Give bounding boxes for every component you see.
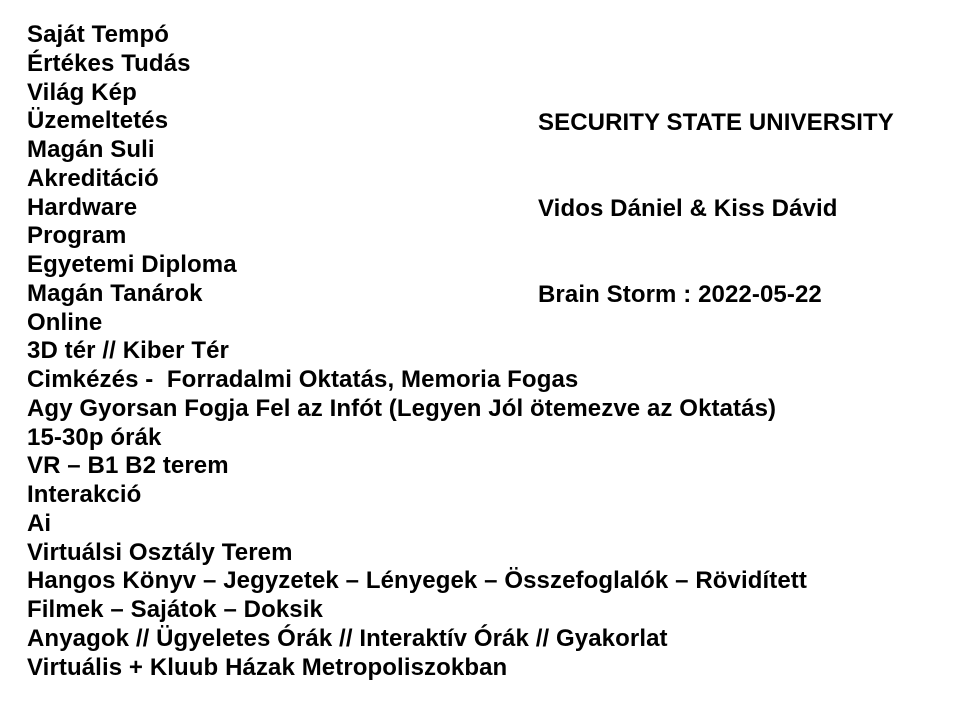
header-block: [538, 51, 894, 367]
list-item: Agy Gyorsan Fogja Fel az Infót (Legyen Jól ötemezve az Oktatás): [27, 394, 777, 422]
list-item: Ai: [27, 509, 52, 537]
list-item: Magán Tanárok: [27, 279, 203, 307]
list-item: Akreditáció: [27, 164, 159, 192]
session-date-line: Brain Storm : 2022-05-22: [538, 281, 822, 308]
list-item: Üzemeltetés: [27, 107, 169, 135]
list-item: Interakció: [27, 481, 142, 508]
list-item: Értékes Tudás: [27, 49, 191, 77]
university-title: SECURITY STATE UNIVERSITY: [538, 108, 894, 136]
list-item: Saját Tempó: [27, 21, 170, 48]
list-item: Online: [27, 308, 103, 336]
list-item: VR – B1 B2 terem: [27, 452, 229, 480]
list-item: Egyetemi Diploma: [27, 251, 237, 278]
list-item: Virtuálsi Osztály Terem: [27, 538, 293, 566]
list-item: Hangos Könyv – Jegyzetek – Lényegek – Összefoglalók – Rövidített: [27, 567, 807, 595]
list-item: Virtuális + Kluub Házak Metropoliszokban: [27, 653, 508, 681]
list-item: Program: [27, 222, 127, 250]
list-item: 15-30p órák: [27, 423, 162, 451]
list-item: Filmek – Sajátok – Doksik: [27, 596, 323, 623]
list-item: Magán Suli: [27, 136, 155, 163]
list-item: Cimkézés - Forradalmi Oktatás, Memoria Fogas: [27, 366, 579, 393]
list-item: Hardware: [27, 193, 138, 221]
list-item: 3D tér // Kiber Tér: [27, 337, 229, 365]
list-item: Világ Kép: [27, 78, 137, 106]
authors-line: Vidos Dániel & Kiss Dávid: [538, 194, 838, 222]
list-item: Anyagok // Ügyeletes Órák // Interaktív Órák // Gyakorlat: [27, 624, 668, 652]
